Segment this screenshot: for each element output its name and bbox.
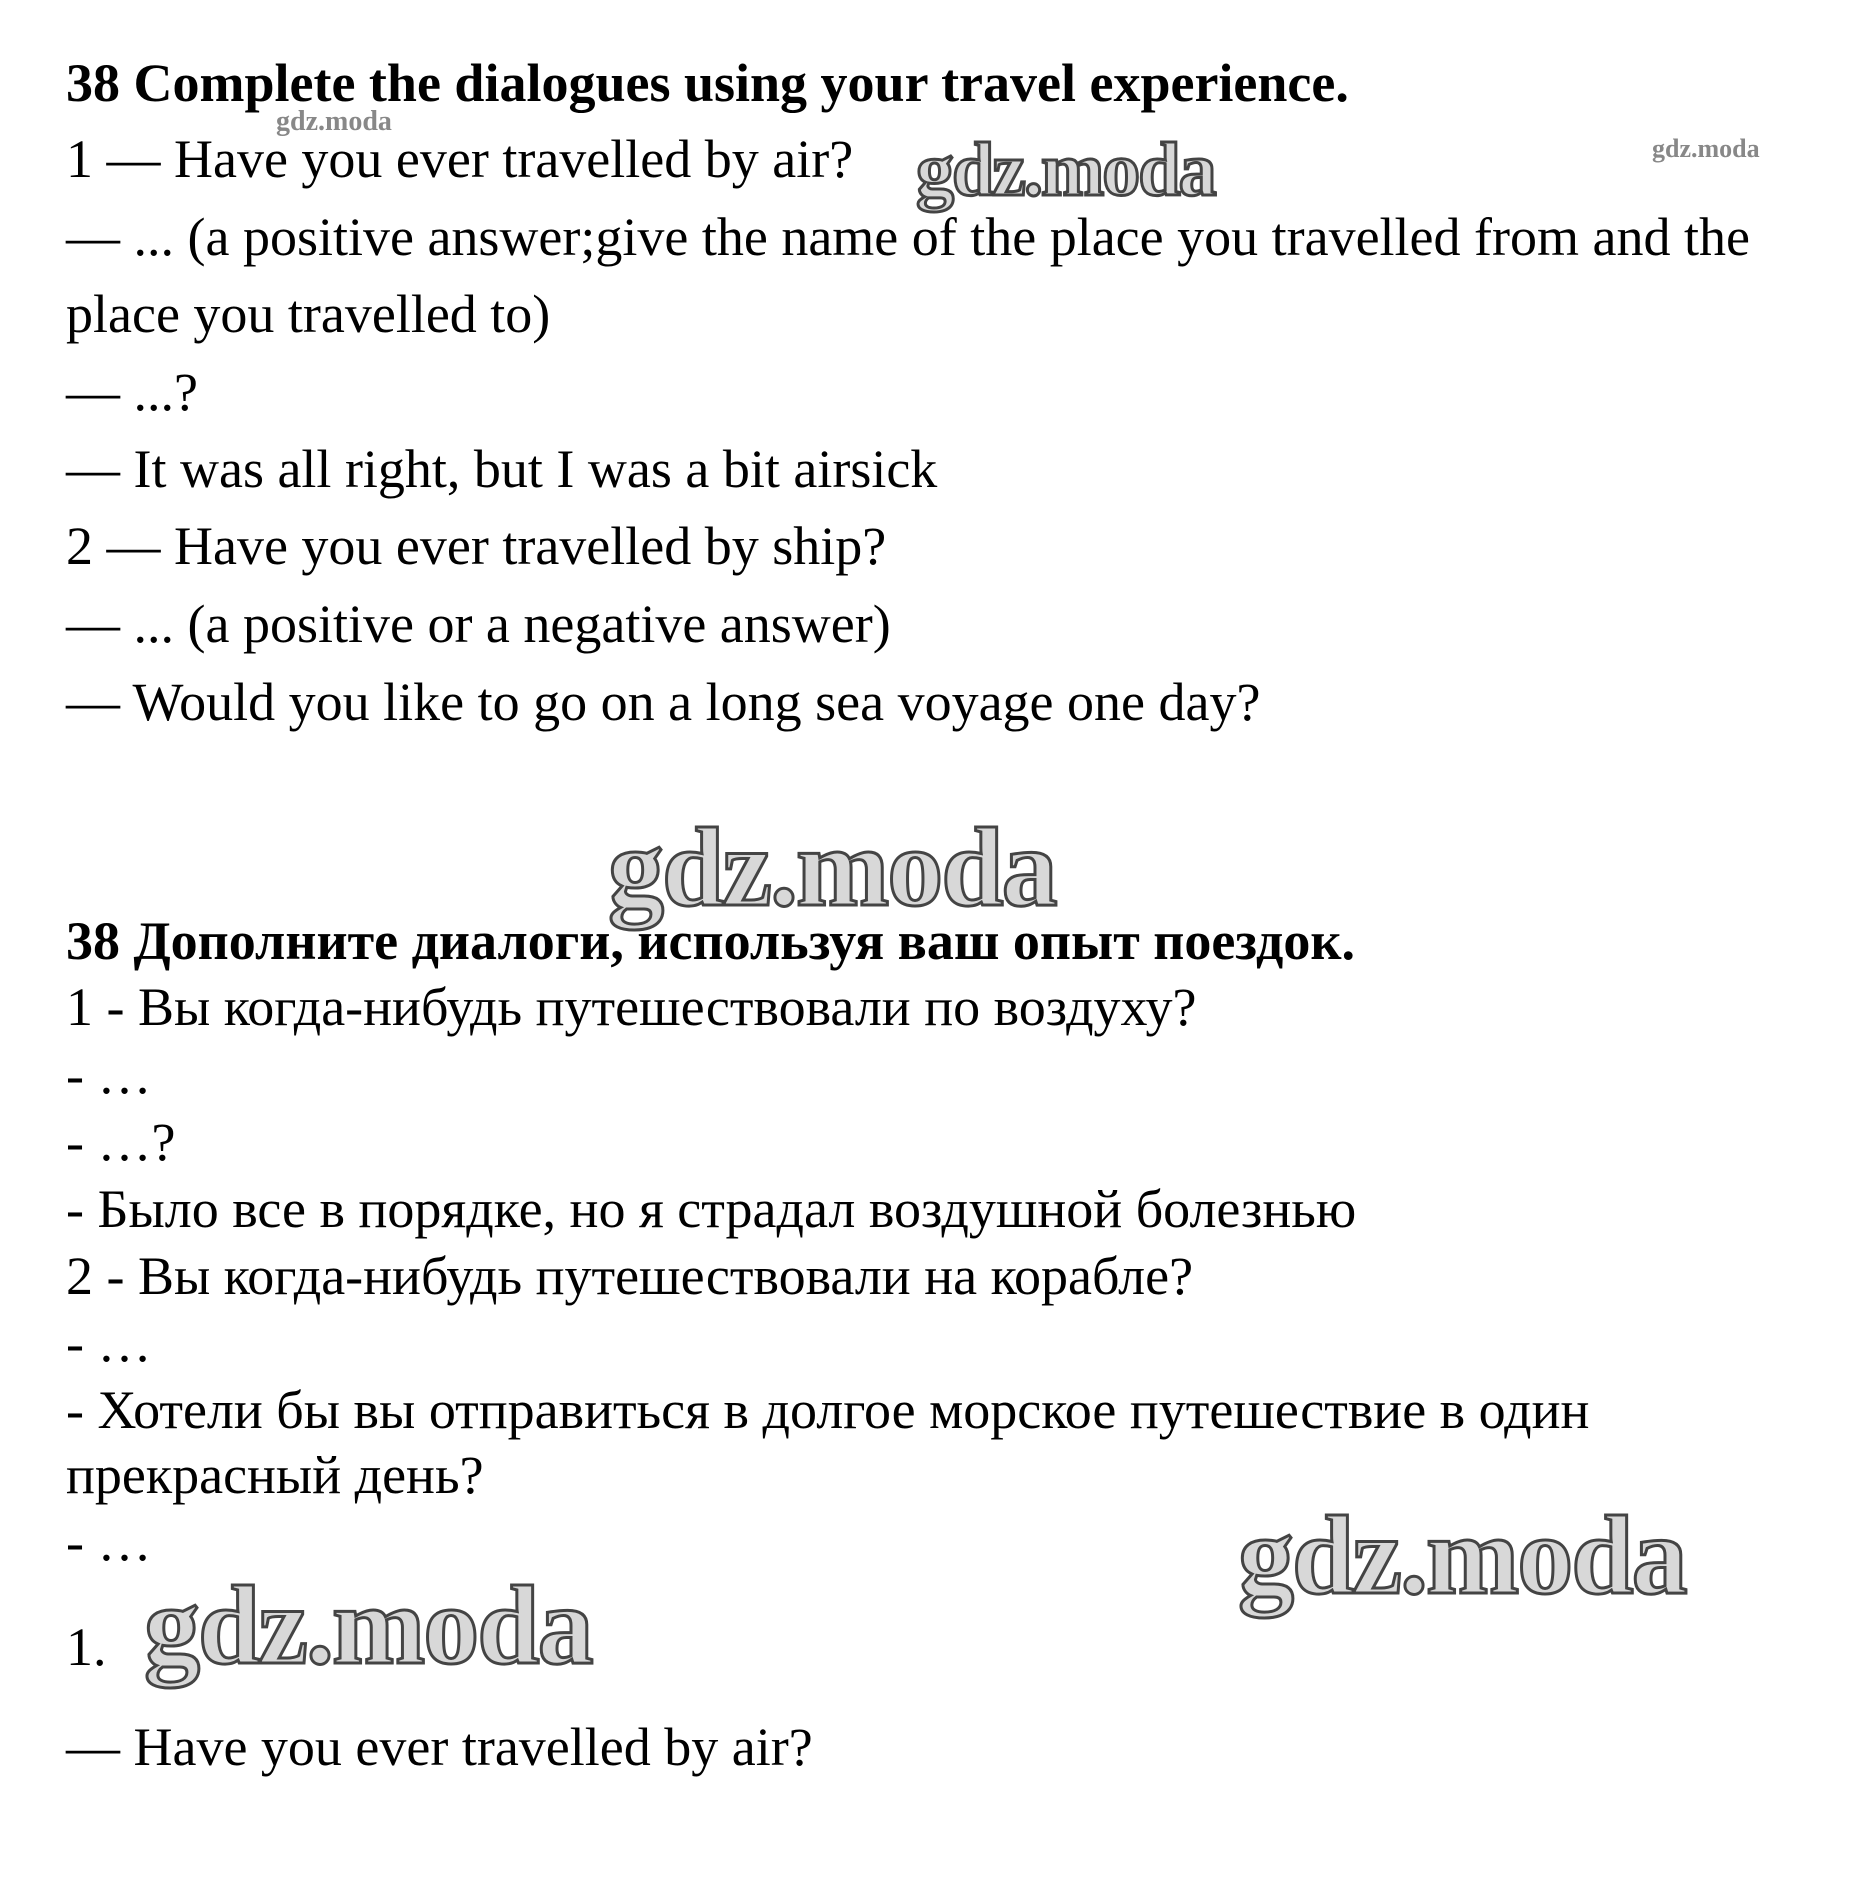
answer-number: 1. (66, 1617, 107, 1677)
russian-line: 2 - Вы когда-нибудь путешествовали на корабле? (66, 1246, 1194, 1306)
english-heading: 38 Complete the dialogues using your travel experience. (66, 53, 1349, 113)
watermark: gdz.moda (144, 1564, 592, 1688)
english-line: 1 — Have you ever travelled by air? (66, 129, 854, 189)
russian-line: - Хотели бы вы отправиться в долгое морское путешествие в один (66, 1380, 1590, 1440)
watermark: gdz.moda (1238, 1494, 1686, 1618)
english-line: — ...? (66, 362, 198, 422)
english-line: — It was all right, but I was a bit airsick (66, 439, 938, 499)
russian-line: - … (66, 1512, 152, 1572)
russian-line: - … (66, 1313, 152, 1373)
english-line: — ... (a positive answer;give the name of the place you travelled from and the (66, 207, 1750, 267)
russian-line: прекрасный день? (66, 1445, 484, 1505)
watermark: gdz.moda (916, 128, 1215, 212)
russian-line: - … (66, 1045, 152, 1105)
watermark: gdz.moda (276, 106, 392, 137)
russian-heading: 38 Дополните диалоги, используя ваш опыт поездок. (66, 911, 1355, 971)
russian-line: 1 - Вы когда-нибудь путешествовали по воздуху? (66, 977, 1197, 1037)
watermark: gdz.moda (608, 806, 1056, 930)
english-line: — ... (a positive or a negative answer) (66, 594, 891, 654)
watermark: gdz.moda (1652, 134, 1760, 163)
english-line: — Would you like to go on a long sea voyage one day? (66, 672, 1261, 732)
answer-line: — Have you ever travelled by air? (66, 1717, 813, 1777)
russian-line: - Было все в порядке, но я страдал воздушной болезнью (66, 1179, 1357, 1239)
russian-line: - …? (66, 1112, 176, 1172)
english-line: 2 — Have you ever travelled by ship? (66, 516, 887, 576)
english-line: place you travelled to) (66, 284, 551, 344)
